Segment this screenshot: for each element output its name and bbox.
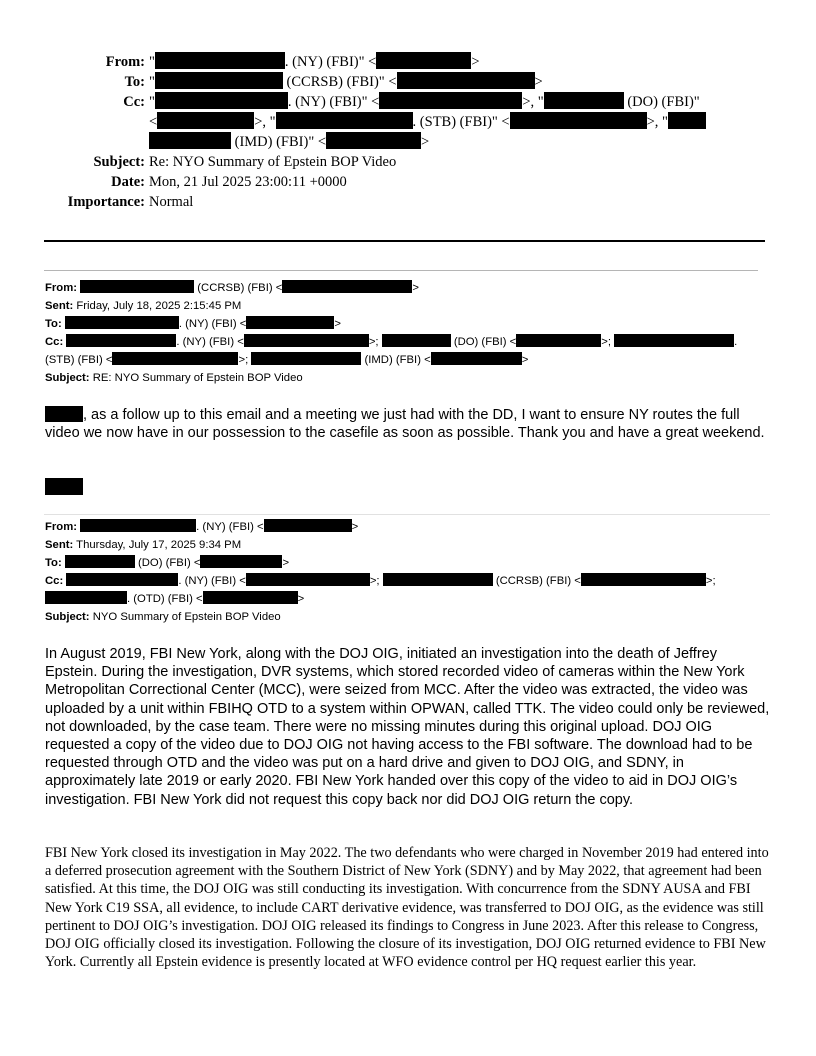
importance-value: Normal	[149, 194, 194, 210]
redaction-bar	[66, 573, 178, 586]
redaction-bar	[45, 591, 127, 604]
redaction-bar	[251, 352, 361, 365]
redaction-bar	[45, 406, 83, 422]
date-label: Date:	[111, 174, 145, 190]
message2-header	[45, 518, 716, 626]
message-divider	[44, 514, 770, 515]
message2-cc-row: Cc: . (NY) (FBI) < >; (CCRSB) (FBI) < >;	[45, 575, 716, 587]
message1-cc-row: Cc: . (NY) (FBI) < >; (DO) (FBI) < >; .	[45, 336, 738, 348]
message1-to-row: To: . (NY) (FBI) < >	[45, 318, 341, 330]
message2-sent-row: Sent: Thursday, July 17, 2025 9:34 PM	[45, 539, 242, 551]
header-date-row	[44, 172, 706, 192]
redaction-bar	[246, 573, 370, 586]
from-label: From:	[105, 54, 145, 70]
redaction-bar	[65, 316, 179, 329]
header-from-row	[44, 52, 706, 72]
redaction-bar	[383, 573, 493, 586]
redaction-bar	[244, 334, 369, 347]
message2-paragraph-1: In August 2019, FBI New York, along with the DOJ OIG, initiated an investigation into the death of Jeffrey Epstein. During the investigation, DVR systems, which stored recorded video of cameras within the New York Metropolitan Correctional Center (MCC), were seized from MCC. After the video was extracted, the video was uploaded by a unit within FBIHQ OTD to a system within OPWAN, called TTK. The video could only be reviewed, not downloaded, by the case team. There were no missing minutes during this original upload. DOJ OIG requested a copy of the video due to DOJ OIG not having access to the FBI software. The download had to be requested through OTD and the video was put on a hard drive and given to DOJ OIG, and SDNY, in approximately late 2019 or early 2020. FBI New York handed over this copy of the video to aid in DOJ OIG’s investigation. FBI New York did not request this copy back nor did DOJ OIG return the copy.	[45, 646, 770, 808]
message1-body: , as a follow up to this email and a meeting we just had with the DD, I want to ensure NY routes the full video we now have in our possession to the casefile as soon as possible. Thank you and have a great weekend.	[45, 407, 765, 442]
redaction-bar	[326, 132, 421, 149]
message2-paragraph-2: FBI New York closed its investigation in May 2022. The two defendants who were charged in November 2019 had entered into a deferred prosecution agreement with the Southern District of New York (SDNY) and by May 2022, that agreement had been satisfied. At this time, the DOJ OIG was still conducting its investigation. With concurrence from the SDNY AUSA and FBI New York C19 SSA, all evidence, to include CART derivative evidence, was transferred to DOJ OIG, as the evidence was still pertinent to DOJ OIG’s investigation. DOJ OIG released its findings to Congress in June 2023. After this release to Congress, DOJ OIG officially closed its investigation. Following the closure of its investigation, DOJ OIG returned evidence to FBI New York. Currently all Epstein evidence is presently located at WFO evidence control per HQ request earlier this year.	[45, 845, 769, 971]
redaction-bar	[155, 52, 285, 69]
redaction-bar	[382, 334, 451, 347]
subject-label: Subject:	[93, 154, 145, 170]
redaction-bar	[155, 92, 288, 109]
message1-sent-row: Sent: Friday, July 18, 2025 2:15:45 PM	[45, 300, 242, 312]
message2-subject-row: Subject: NYO Summary of Epstein BOP Video	[45, 611, 281, 623]
redaction-bar	[379, 92, 522, 109]
redaction-bar	[614, 334, 734, 347]
header-to-row	[44, 72, 706, 92]
redaction-bar	[431, 352, 522, 365]
redaction-bar	[80, 280, 194, 293]
message2-cc-row-cont: . (OTD) (FBI) < >	[45, 590, 716, 608]
header-cc-row	[44, 92, 706, 152]
redaction-bar	[376, 52, 471, 69]
redaction-bar	[282, 280, 412, 293]
message1-from-row: From: (CCRSB) (FBI) < >	[45, 282, 419, 294]
message1-cc-row-cont: (STB) (FBI) < >; (IMD) (FBI) < >	[45, 354, 529, 366]
from-value: " . (NY) (FBI)" < >	[149, 54, 480, 70]
cc-value: " . (NY) (FBI)" < >, " (DO) (FBI)" < >, " . (STB) (FBI)" < >, " (IMD) (FBI)" < >	[149, 92, 706, 152]
message-divider	[44, 270, 758, 271]
redaction-bar	[149, 132, 231, 149]
message2-to-row: To: (DO) (FBI) < >	[45, 557, 290, 569]
message2-from-row: From: . (NY) (FBI) < >	[45, 521, 359, 533]
signature-redaction	[45, 478, 83, 495]
header-importance-row	[44, 192, 706, 212]
redaction-bar	[264, 519, 352, 532]
cc-label: Cc:	[123, 94, 145, 110]
subject-value: Re: NYO Summary of Epstein BOP Video	[149, 154, 397, 170]
message1-subject-row: Subject: RE: NYO Summary of Epstein BOP Video	[45, 372, 303, 384]
redaction-bar	[80, 519, 196, 532]
redaction-bar	[397, 72, 535, 89]
redaction-bar	[112, 352, 238, 365]
redaction-bar	[668, 112, 706, 129]
redaction-bar	[516, 334, 601, 347]
redaction-bar	[203, 591, 298, 604]
message1-header	[45, 279, 737, 387]
redaction-bar	[510, 112, 647, 129]
to-label: To:	[124, 74, 145, 90]
redaction-bar	[276, 112, 413, 129]
redaction-bar	[155, 72, 283, 89]
redaction-bar	[581, 573, 706, 586]
to-value: " (CCRSB) (FBI)" < >	[149, 74, 543, 90]
redaction-bar	[65, 555, 135, 568]
date-value: Mon, 21 Jul 2025 23:00:11 +0000	[149, 174, 347, 190]
email-header	[44, 52, 706, 212]
redaction-bar	[157, 112, 254, 129]
header-subject-row	[44, 152, 706, 172]
header-divider	[44, 240, 765, 242]
redaction-bar	[66, 334, 176, 347]
redaction-bar	[200, 555, 282, 568]
importance-label: Importance:	[67, 194, 145, 210]
redaction-bar	[544, 92, 624, 109]
redaction-bar	[246, 316, 334, 329]
